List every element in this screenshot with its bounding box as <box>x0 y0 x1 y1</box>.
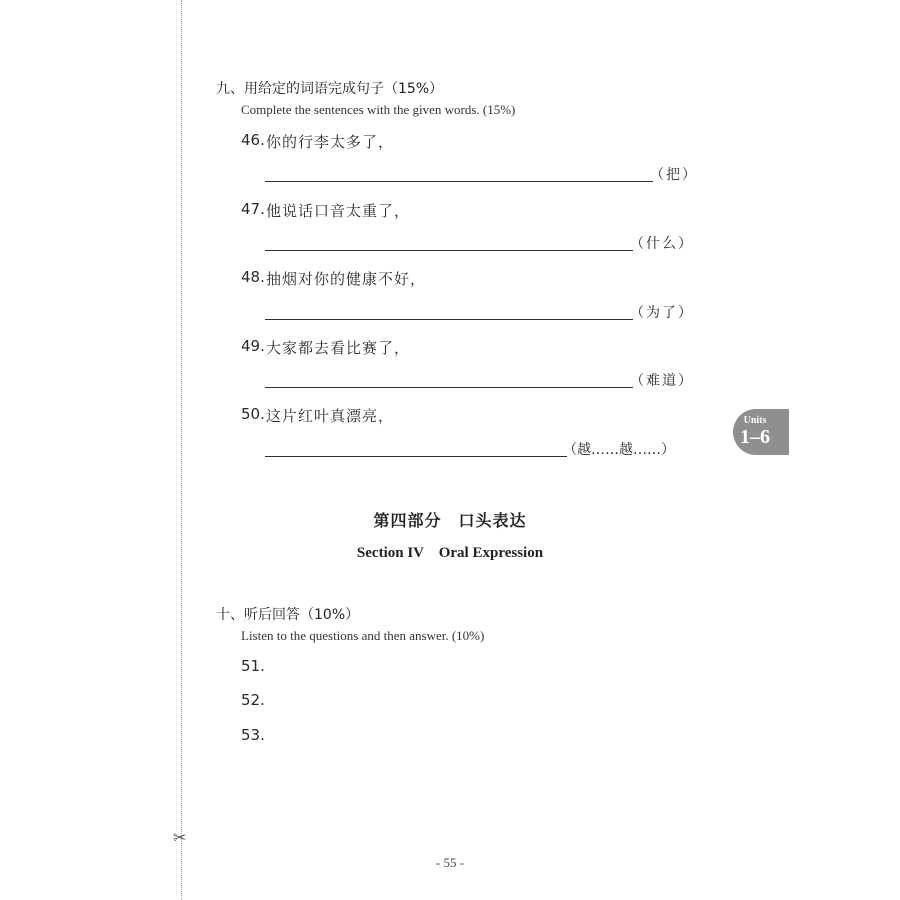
answer-line-46[interactable] <box>265 181 653 182</box>
hint-word: （把） <box>650 167 698 183</box>
question-number: 46. <box>241 131 265 149</box>
question-text: 你的行李太多了， <box>266 133 395 151</box>
section-title-en: Section IV Oral Expression <box>356 545 544 561</box>
question-number: 52. <box>241 691 265 709</box>
hint-word: （难道） <box>630 373 694 389</box>
question-number: 47. <box>241 200 265 218</box>
answer-line-49[interactable] <box>265 387 633 388</box>
part9-title-en: Complete the sentences with the given words. (15%) <box>241 102 516 117</box>
question-number: 53. <box>241 726 265 744</box>
scissors-icon: ✂ <box>173 828 187 847</box>
cut-line <box>181 0 182 900</box>
question-text: 抽烟对你的健康不好， <box>266 270 427 288</box>
question-text: 他说话口音太重了， <box>266 202 411 220</box>
hint-word: （为了） <box>630 305 694 321</box>
question-text: 大家都去看比赛了， <box>266 339 411 357</box>
question-number: 50. <box>241 405 265 423</box>
question-text: 这片红叶真漂亮， <box>266 407 395 425</box>
question-number: 51. <box>241 657 265 675</box>
units-tab <box>733 409 789 455</box>
units-tab-label: Units <box>743 415 767 426</box>
part10-title-en: Listen to the questions and then answer. (10%) <box>241 628 485 643</box>
units-tab-range: 1–6 <box>740 426 770 448</box>
answer-line-50[interactable] <box>265 456 567 457</box>
question-number: 48. <box>241 268 265 286</box>
section-title-cn: 第四部分 口头表达 <box>373 511 527 530</box>
part10-title-cn: 十、听后回答（10%） <box>216 607 360 623</box>
answer-line-48[interactable] <box>265 319 633 320</box>
page-number: - 55 - <box>435 855 465 870</box>
answer-line-47[interactable] <box>265 250 633 251</box>
hint-word: （什么） <box>630 236 694 252</box>
part9-title-cn: 九、用给定的词语完成句子（15%） <box>216 81 444 97</box>
hint-word: （越……越……） <box>563 442 675 458</box>
question-number: 49. <box>241 337 265 355</box>
